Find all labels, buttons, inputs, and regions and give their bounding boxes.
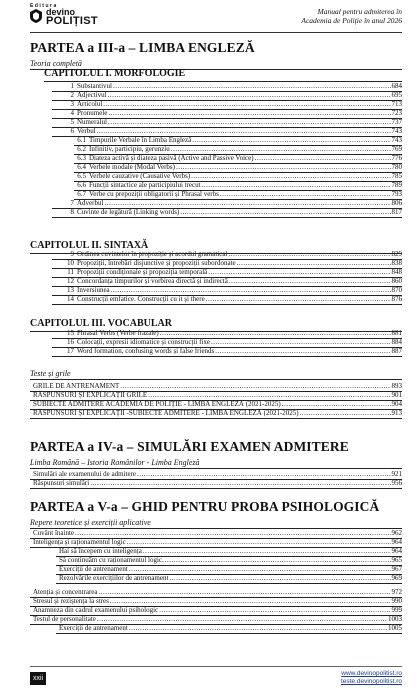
part5-title: PARTEA a V-a – GHID PENTRU PROBA PSIHOLOGICĂ (30, 499, 380, 514)
dot-leader (159, 606, 390, 615)
toc-page-number: 884 (391, 338, 402, 346)
dot-leader (103, 100, 390, 109)
toc-entry-title: Testul de personalitate (33, 615, 96, 623)
chapter-vocabular: CAPITOLUL III. VOCABULAR (30, 318, 172, 329)
toc-entry-title: Cuvânt înainte (33, 529, 75, 537)
part4-title: PARTEA a IV-a – SIMULĂRI EXAMEN ADMITERE (30, 439, 349, 454)
toc-entry-title: Răspunsuri simulări (33, 479, 90, 487)
toc-page-number: 713 (391, 100, 402, 108)
logo-text-bottom: POLIȚIST (46, 15, 98, 27)
toc-page-number: 743 (391, 136, 402, 144)
dot-leader (171, 145, 391, 154)
toc-row[interactable] (30, 479, 402, 489)
toc-page-number: 870 (391, 286, 402, 294)
dot-leader (108, 109, 390, 118)
dot-leader (143, 547, 391, 556)
toc-number: 2 (70, 91, 74, 99)
toc-entry-title: Exerciții de antrenament (59, 565, 128, 573)
dot-leader (104, 199, 390, 208)
toc-number: 4 (70, 109, 74, 117)
toc-page-number: 921 (391, 470, 402, 478)
toc-number: 6.2 (77, 145, 86, 153)
dot-leader (208, 268, 390, 277)
toc-page-number: 964 (391, 538, 402, 546)
toc-page-number: 881 (391, 329, 402, 337)
dot-leader (137, 470, 390, 479)
toc-entry-title: Simulări ale examenului de admitere (33, 470, 137, 478)
toc-number: 5 (70, 118, 74, 126)
dot-leader (75, 529, 390, 538)
toc-page-number: 913 (391, 409, 402, 417)
toc-number: 6.4 (77, 163, 86, 171)
dot-leader (113, 82, 390, 91)
dot-leader (255, 154, 391, 163)
toc-page-number: 806 (391, 199, 402, 207)
toc-number: 6.3 (77, 154, 86, 162)
toc-entry-title: Propoziții condiționale și propoziția temporală (77, 268, 208, 276)
toc-page-number: 684 (391, 82, 402, 90)
toc-entry-title: SUBIECTE ADMITERE ACADEMIA DE POLIȚIE - LIMBA ENGLEZĂ (2021-2025) (33, 400, 281, 408)
toc-entry-title: Anamneza din cadrul examenului psihologic (33, 606, 159, 614)
toc-number: 6.6 (77, 181, 86, 189)
dot-leader (120, 382, 390, 391)
dot-leader (176, 163, 391, 172)
toc-number: 8 (70, 208, 74, 216)
toc-page-number: 904 (391, 400, 402, 408)
chapter-rule (30, 331, 402, 332)
toc-page-number: 1003 (388, 615, 402, 623)
toc-page-number: 969 (391, 574, 402, 582)
footer-divider (30, 666, 402, 667)
toc-number: 11 (67, 268, 74, 276)
dot-leader (148, 391, 390, 400)
toc-entry-title: Adverbul (77, 199, 104, 207)
toc-page-number: 956 (391, 479, 402, 487)
toc-entry-title: Verbe cu prepoziții obligatorii și Phrasal verbs (89, 190, 219, 198)
toc-page-number: 876 (391, 295, 402, 303)
toc-page-number: 723 (391, 109, 402, 117)
dot-leader (192, 136, 390, 145)
part5-subtitle: Repere teoretice și exerciții aplicative (30, 517, 402, 529)
toc-number: 10 (67, 259, 74, 267)
dot-leader (111, 286, 391, 295)
dot-leader (282, 400, 391, 409)
dot-leader (206, 295, 391, 304)
toc-page-number: 893 (391, 382, 402, 390)
dot-leader (99, 588, 391, 597)
toc-page-number: 965 (391, 556, 402, 564)
toc-page-number: 860 (391, 277, 402, 285)
dot-leader (180, 208, 390, 217)
toc-entry-title: Cuvinte de legătură (Linking words) (77, 208, 180, 216)
dot-leader (129, 565, 391, 574)
dot-leader (220, 190, 391, 199)
toc-page-number: 829 (391, 250, 402, 258)
dot-leader (300, 409, 391, 418)
chapter-rule (30, 253, 402, 254)
toc-page-number: 1005 (388, 624, 402, 632)
part4-subtitle: Limba Română – Istoria Românilor - Limba Engleză (30, 457, 402, 469)
toc-number: 6.5 (77, 172, 86, 180)
toc-page-number: 776 (391, 154, 402, 162)
toc-number: 6.1 (77, 136, 86, 144)
toc-entry-title: Diateza activă și diateza pasivă (Active and Passive Voice) (89, 154, 254, 162)
toc-entry-title: Propoziții, întrebări disjunctive și propoziții subordonate (77, 259, 236, 267)
toc-entry-title: Verbul (77, 127, 96, 135)
toc-number: 14 (67, 295, 74, 303)
toc-entry-title: Colocații, expresii idiomatice și construcții fixe (77, 338, 210, 346)
toc-page-number: 743 (391, 127, 402, 135)
toc-page-number: 962 (391, 529, 402, 537)
dot-leader (191, 172, 390, 181)
toc-entry-title: Infinitiv, participiu, gerunziu (89, 145, 170, 153)
website-link[interactable]: www.devinopolitist.ro (341, 670, 402, 677)
toc-entry-title: Word formation, confusing words și false friends (77, 347, 215, 355)
dot-leader (215, 347, 390, 356)
page-number: xxii (30, 672, 46, 685)
toc-entry-title: Rezolvările exercițiilor de antrenament (59, 574, 169, 582)
tests-website-link[interactable]: teste.devinopolitist.ro (340, 678, 402, 685)
toc-page-number: 990 (391, 597, 402, 605)
part3-subtitle: Teoria completă (30, 58, 402, 70)
toc-entry-title: Timpurile Verbale în Limba Engleză (89, 136, 192, 144)
page-header (0, 0, 420, 36)
toc-entry-title: Inteligența și raționamentul logic (33, 538, 126, 546)
header-divider (30, 32, 402, 33)
toc-page-number: 967 (391, 565, 402, 573)
logo-text-top: devino (46, 7, 76, 17)
toc-page-number: 964 (391, 547, 402, 555)
toc-page-number: 972 (391, 588, 402, 596)
book-title (301, 8, 402, 25)
toc-row[interactable] (30, 409, 402, 419)
toc-entry-title: Concordanța timpurilor și vorbirea directă și indirectă (77, 277, 228, 285)
toc-entry-title: Adjectivul (77, 91, 107, 99)
toc-entry-title: Verbele cauzative (Causative Verbs) (89, 172, 191, 180)
dot-leader (108, 118, 391, 127)
toc-number: 6.7 (77, 190, 86, 198)
toc-page-number: 695 (391, 91, 402, 99)
book-title-line1: Manual pentru admiterea în (317, 7, 402, 16)
dot-leader (110, 597, 391, 606)
toc-page-number: 848 (391, 268, 402, 276)
toc-entry-title: Numeralul (77, 118, 107, 126)
dot-leader (211, 338, 391, 347)
toc-entry-title: GRILE DE ANTRENAMENT (33, 382, 120, 390)
toc-entry-title: Funcții sintactice ale participiului trecut (89, 181, 201, 189)
toc-entry-title: RĂSPUNSURI ȘI EXPLICAȚII GRILE (33, 391, 148, 399)
toc-page-number: 780 (391, 163, 402, 171)
toc-row[interactable] (52, 347, 402, 357)
toc-entry-title: Substantivul (77, 82, 113, 90)
dot-leader (97, 615, 387, 624)
toc-number: 9 (70, 250, 74, 258)
toc-entry-title: Atenția și concentrarea (33, 588, 98, 596)
dot-leader (90, 479, 390, 488)
toc-number: 13 (67, 286, 74, 294)
dot-leader (97, 127, 391, 136)
toc-row[interactable] (56, 624, 402, 634)
logo-icon (30, 9, 42, 23)
dot-leader (202, 181, 391, 190)
toc-entry-title: Stresul și reziștența la stres (33, 597, 109, 605)
dot-leader (129, 624, 387, 633)
toc-number: 1 (70, 82, 74, 90)
toc-page-number: 793 (391, 190, 402, 198)
toc-page-number: 769 (391, 145, 402, 153)
toc-entry-title: Pronumele (77, 109, 108, 117)
toc-entry-title: Inversiunea (77, 286, 110, 294)
toc-page-number: 887 (391, 347, 402, 355)
toc-entry-title: Construcții emfatice. Construcții cu it și there (77, 295, 205, 303)
tests-subtitle: Teste și grile (30, 368, 402, 380)
toc-entry-title: Ordinea cuvintelor în propoziție și acordul gramatical (77, 250, 228, 258)
toc-entry-title: Phrasal Verbs (Verbe frazale) (77, 329, 159, 337)
dot-leader (228, 250, 390, 259)
dot-leader (127, 538, 391, 547)
dot-leader (237, 259, 391, 268)
chapter-morfologie: CAPITOLUL I. MORFOLOGIE (44, 68, 186, 79)
toc-row[interactable] (52, 295, 402, 305)
dot-leader (165, 556, 391, 565)
toc-number: 6 (70, 127, 74, 135)
toc-entry-title: Exerciții de antrenament (59, 624, 128, 632)
toc-entry-title: Articolul (77, 100, 103, 108)
toc-page-number: 789 (391, 181, 402, 189)
toc-page-number: 999 (391, 606, 402, 614)
toc-number: 3 (70, 100, 74, 108)
toc-page-number: 901 (391, 391, 402, 399)
publisher-label: Editura (30, 3, 58, 9)
toc-number: 17 (67, 347, 74, 355)
toc-entry-title: RĂSPUNSURI ȘI EXPLICAȚII -SUBIECTE ADMITERE - LIMBA ENGLEZĂ (2021-2025) (33, 409, 299, 417)
dot-leader (229, 277, 391, 286)
toc-row[interactable] (56, 574, 402, 584)
toc-page-number: 838 (391, 259, 402, 267)
toc-entry-title: Să continuăm cu raționamentul logic. (59, 556, 164, 564)
dot-leader (108, 91, 391, 100)
part3-title: PARTEA a III-a – LIMBA ENGLEZĂ (30, 40, 255, 55)
toc-page-number: 737 (391, 118, 402, 126)
toc-entry-title: Hai să începem cu inteligența (59, 547, 142, 555)
toc-page-number: 817 (391, 208, 402, 216)
toc-number: 16 (67, 338, 74, 346)
toc-number: 12 (67, 277, 74, 285)
toc-entry-title: Verbele modale (Modal Verbs) (89, 163, 175, 171)
toc-number: 7 (70, 199, 74, 207)
toc-row[interactable] (52, 208, 402, 218)
footer-links (341, 670, 402, 686)
book-title-line2: Academia de Poliție în anul 2026 (301, 15, 402, 25)
toc-page-number: 785 (391, 172, 402, 180)
chapter-sintaxa: CAPITOLUL II. SINTAXĂ (30, 240, 149, 251)
toc-number: 15 (67, 329, 74, 337)
dot-leader (169, 574, 390, 583)
